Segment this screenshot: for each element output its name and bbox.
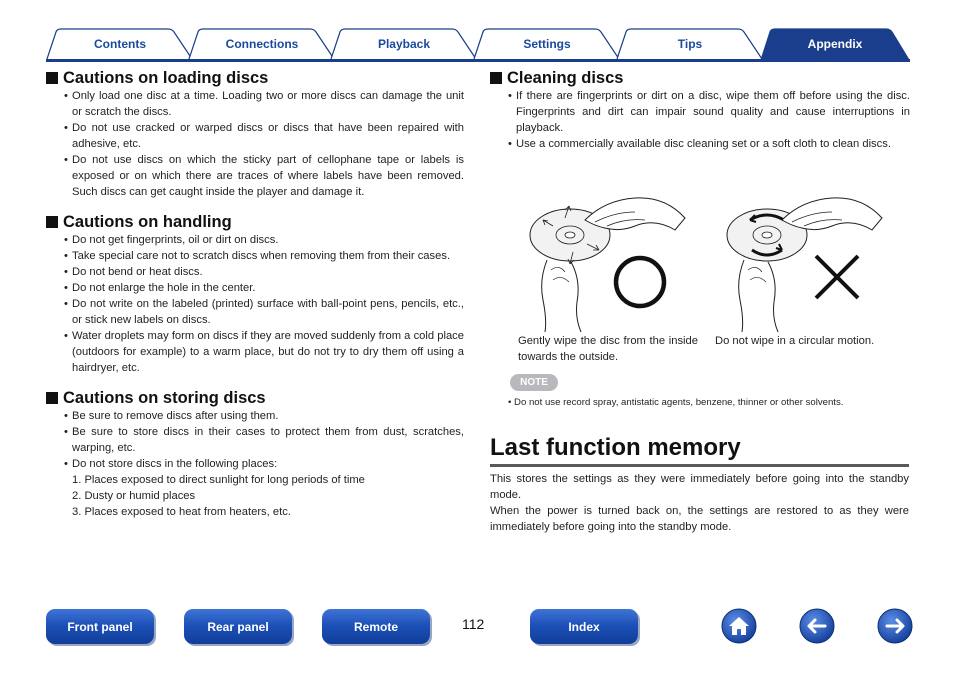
list-item: • Use a commercially available disc cleaning set or a soft cloth to clean discs. xyxy=(508,138,891,150)
tab-divider xyxy=(46,59,910,62)
back-arrow-icon[interactable] xyxy=(799,608,835,644)
right-column xyxy=(490,68,910,152)
storing-places-list xyxy=(46,472,464,520)
square-bullet-icon xyxy=(490,72,502,84)
tab-appendix[interactable] xyxy=(760,28,910,60)
tab-playback-label: Playback xyxy=(377,37,431,51)
tab-connections[interactable] xyxy=(188,28,336,60)
remote-button[interactable]: Remote xyxy=(322,609,430,644)
caption-correct-wipe: Gently wipe the disc from the inside towards the outside. xyxy=(518,335,698,363)
page-number: 112 xyxy=(462,616,485,632)
tab-settings[interactable] xyxy=(473,28,621,60)
list-item: • Do not enlarge the hole in the center. xyxy=(64,282,256,294)
list-item: • Do not use cracked or warped discs or discs that have been repaired with adhesive, etc. xyxy=(64,122,464,150)
list-item: • Do not bend or heat discs. xyxy=(64,266,203,278)
handling-heading: Cautions on handling xyxy=(46,212,464,232)
tab-contents[interactable] xyxy=(46,28,194,60)
list-item: • Water droplets may form on discs if they are moved suddenly from a cold place (outdoors for example) to a warm place, but do not try to dry them off using a hairdryer, etc. xyxy=(64,330,464,374)
note-badge: NOTE xyxy=(510,374,558,391)
left-column xyxy=(46,68,464,520)
list-item: • Do not use discs on which the sticky part of cellophane tape or labels is exposed or on which there are traces of where labels have been removed. Such discs can get caught inside the player and damage it. xyxy=(64,154,464,198)
index-button[interactable]: Index xyxy=(530,609,638,644)
caption-incorrect-wipe: Do not wipe in a circular motion. xyxy=(715,335,875,347)
disc-wipe-correct-illustration xyxy=(525,190,695,332)
tab-tips[interactable] xyxy=(616,28,764,60)
note-text: • Do not use record spray, antistatic agents, benzene, thinner or other solvents. xyxy=(508,397,844,408)
square-bullet-icon xyxy=(46,216,58,228)
cleaning-discs-heading: Cleaning discs xyxy=(490,68,910,88)
storing-list xyxy=(46,408,464,472)
storing-heading: Cautions on storing discs xyxy=(46,388,464,408)
list-item: • Do not get fingerprints, oil or dirt on discs. xyxy=(64,234,279,246)
handling-list xyxy=(46,232,464,376)
list-item: 1. Places exposed to direct sunlight for long periods of time xyxy=(72,474,365,486)
tab-tips-label: Tips xyxy=(677,37,703,51)
list-item: 2. Dusty or humid places xyxy=(72,490,196,502)
list-item: • Be sure to store discs in their cases to protect them from dust, scratches, warping, etc. xyxy=(64,426,464,454)
tab-playback[interactable] xyxy=(330,28,478,60)
front-panel-button[interactable]: Front panel xyxy=(46,609,154,644)
square-bullet-icon xyxy=(46,72,58,84)
disc-wipe-incorrect-illustration xyxy=(722,190,892,332)
loading-discs-list xyxy=(46,88,464,200)
list-item: • Take special care not to scratch discs when removing them from their cases. xyxy=(64,250,451,262)
list-item: • If there are fingerprints or dirt on a disc, wipe them off before using the disc. Fingerprints and dirt can impair sound quality and cause interruptions in playback. xyxy=(508,90,910,134)
tab-contents-label: Contents xyxy=(94,37,146,51)
list-item: • Only load one disc at a time. Loading two or more discs can damage the unit or scratch the discs. xyxy=(64,90,464,118)
list-item: • Do not store discs in the following places: xyxy=(64,458,278,470)
square-bullet-icon xyxy=(46,392,58,404)
list-item: 3. Places exposed to heat from heaters, etc. xyxy=(72,506,291,518)
tab-connections-label: Connections xyxy=(225,37,299,51)
cleaning-list xyxy=(490,88,910,152)
top-tab-bar xyxy=(0,0,954,64)
loading-discs-heading: Cautions on loading discs xyxy=(46,68,464,88)
rear-panel-button[interactable]: Rear panel xyxy=(184,609,292,644)
lfm-paragraph-1: This stores the settings as they were immediately before going into the standby mode. xyxy=(490,473,909,501)
tab-appendix-label: Appendix xyxy=(807,37,863,51)
forward-arrow-icon[interactable] xyxy=(877,608,913,644)
home-icon[interactable] xyxy=(721,608,757,644)
page-title: Last function memory xyxy=(490,434,909,467)
lfm-paragraph-2: When the power is turned back on, the settings are restored to as they were immediately before going into the standby mode. xyxy=(490,505,909,533)
list-item: • Do not write on the labeled (printed) surface with ball-point pens, pencils, etc., or stick new labels on discs. xyxy=(64,298,464,326)
tab-settings-label: Settings xyxy=(523,37,571,51)
list-item: • Be sure to remove discs after using them. xyxy=(64,410,279,422)
